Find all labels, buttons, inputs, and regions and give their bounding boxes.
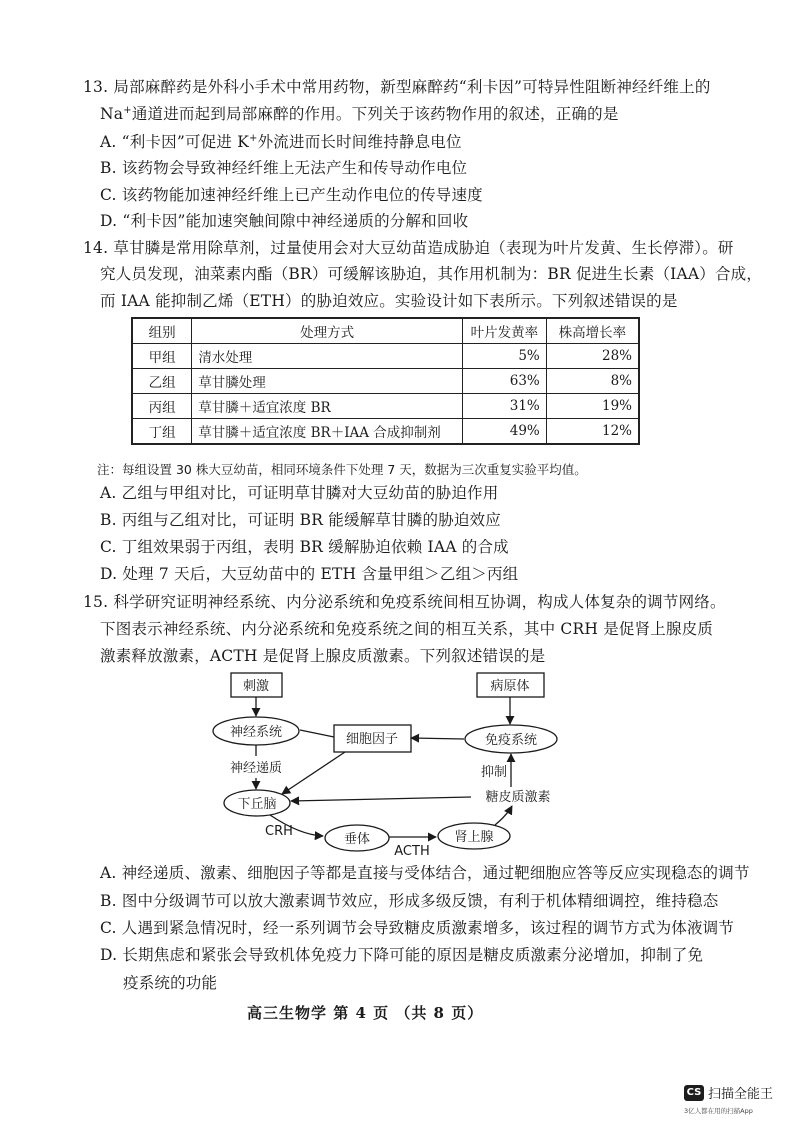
q14-option-c: C. 丁组效果弱于丙组，表明 BR 缓解胁迫依赖 IAA 的合成 [100,538,509,556]
page-footer: 高三生物学 第 4 页 （共 8 页） [247,1004,484,1022]
table-cell-group: 甲组 [132,344,192,369]
label-inhibit: 抑制 [480,765,508,780]
table-cell-yellowing: 49% [463,419,547,445]
q15-option-b: B. 图中分级调节可以放大激素调节效应，形成多级反馈，有利于机体精细调控，维持稳态 [100,892,719,910]
q13-stem-line1: 13. 局部麻醉药是外科小手术中常用药物，新型麻醉药“利卡因”可特异性阻断神经纤维上的 [83,78,711,96]
table-cell-treatment: 草甘膦处理 [192,369,463,394]
watermark-subtitle: 3亿人都在用的扫描App [684,1107,753,1115]
arrow-glucocorticoid-to-hypothalamus [291,797,471,801]
label-hypothalamus: 下丘脑 [237,797,277,812]
table-cell-yellowing: 63% [463,369,547,394]
link-cytokine-immune [411,738,464,739]
q13-na-sup: + [123,104,132,116]
q14-option-a: A. 乙组与甲组对比，可证明草甘膦对大豆幼苗的胁迫作用 [100,484,499,502]
q15-option-d-continued: 疫系统的功能 [123,974,218,992]
link-nervous-cytokine [300,730,334,737]
q15-stem-line2: 下图表示神经系统、内分泌系统和免疫系统之间的相互关系，其中 CRH 是促肾上腺皮质 [100,620,714,638]
watermark-title: 扫描全能王 [708,1087,774,1102]
q14-option-d: D. 处理 7 天后，大豆幼苗中的 ETH 含量甲组＞乙组＞丙组 [100,565,519,583]
label-stimulus: 刺激 [242,679,270,694]
table-cell-treatment: 清水处理 [192,344,463,369]
table-cell-yellowing: 31% [463,394,547,419]
header-group: 组别 [132,318,192,344]
header-treatment: 处理方式 [192,318,463,344]
q13-na: Na [100,105,124,123]
table-cell-group: 丙组 [132,394,192,419]
q13-line2-text: 通道进而起到局部麻醉的作用。下列关于该药物作用的叙述，正确的是 [131,105,619,123]
q13-option-a-sup: + [249,132,258,144]
q15-option-c: C. 人遇到紧急情况时，经一系列调节会导致糖皮质激素增多，该过程的调节方式为体液调节 [100,919,735,937]
label-adrenal: 肾上腺 [454,830,494,845]
table-cell-height: 12% [546,419,639,445]
q15-option-a: A. 神经递质、激素、细胞因子等都是直接与受体结合，通过靶细胞应答等反应实现稳态的调节 [100,864,750,882]
header-height-growth-rate: 株高增长率 [546,318,639,344]
table-cell-height: 19% [546,394,639,419]
table-cell-height: 28% [546,344,639,369]
label-neurotransmitter: 神经递质 [229,761,283,776]
label-nervous-system: 神经系统 [229,725,283,740]
table-cell-height: 8% [546,369,639,394]
header-yellowing-rate: 叶片发黄率 [463,318,547,344]
table-cell-yellowing: 5% [463,344,547,369]
q14-stem-line3: 而 IAA 能抑制乙烯（ETH）的胁迫效应。实验设计如下表所示。下列叙述错误的是 [100,292,678,310]
label-pituitary: 垂体 [343,832,371,847]
label-immune-system: 免疫系统 [484,733,538,748]
q14-stem-line1: 14. 草甘膦是常用除草剂，过量使用会对大豆幼苗造成胁迫（表现为叶片发黄、生长停滞）。研 [83,239,734,257]
q13-option-b: B. 该药物会导致神经纤维上无法产生和传导动作电位 [100,159,468,177]
table-cell-treatment: 草甘膦＋适宜浓度 BR [192,394,463,419]
q15-stem-line1: 15. 科学研究证明神经系统、内分泌系统和免疫系统间相互协调，构成人体复杂的调节网络。 [83,593,726,611]
q14-option-b: B. 丙组与乙组对比，可证明 BR 能缓解草甘膦的胁迫效应 [100,511,501,529]
arrow-cytokine-to-hypothalamus [282,752,345,794]
q13-option-a-pre: A. “利卡因”可促进 K [100,133,250,151]
q14-stem-line2: 究人员发现，油菜素内酯（BR）可缓解该胁迫，其作用机制为：BR 促进生长素（IAA）合成， [100,265,763,283]
label-cytokine: 细胞因子 [345,732,399,747]
label-glucocorticoid: 糖皮质激素 [485,790,551,805]
table-cell-group: 丁组 [132,419,192,445]
label-pathogen: 病原体 [490,679,530,694]
arrow-adrenal-to-glucocorticoid [495,806,512,825]
table-note: 注：每组设置 30 株大豆幼苗，相同环境条件下处理 7 天，数据为三次重复实验平均值。 [97,462,587,477]
q13-option-c: C. 该药物能加速神经纤维上已产生动作电位的传导速度 [100,186,483,204]
q13-option-a-post: 外流进而长时间维持静息电位 [257,133,462,151]
q15-option-d: D. 长期焦虑和紧张会导致机体免疫力下降可能的原因是糖皮质激素分泌增加，抑制了免 [100,946,704,964]
label-acth: ACTH [394,844,430,859]
label-crh: CRH [265,824,293,839]
camscanner-icon: CS [684,1085,704,1101]
q15-stem-line3: 激素释放激素，ACTH 是促肾上腺皮质激素。下列叙述错误的是 [100,647,546,665]
scanner-watermark [684,1083,773,1102]
table-cell-treatment: 草甘膦＋适宜浓度 BR＋IAA 合成抑制剂 [192,419,463,445]
table-cell-group: 乙组 [132,369,192,394]
q13-option-d: D. “利卡因”能加速突触间隙中神经递质的分解和回收 [100,212,469,230]
